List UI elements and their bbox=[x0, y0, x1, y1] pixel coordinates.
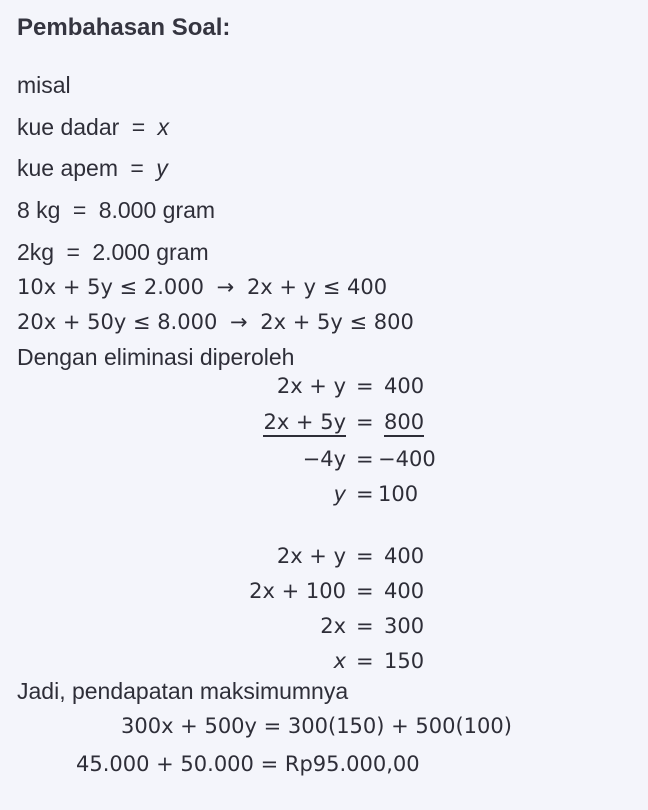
subst-line-1-lhs: 2x + y bbox=[276, 544, 346, 568]
conversion-right: 8.000 gram bbox=[98, 197, 216, 223]
inequality-lhs: 10x + 5y ≤ 2.000 bbox=[17, 275, 204, 299]
subst-line-3-rhs: 300 bbox=[384, 614, 425, 638]
conclusion-line-2: 45.000 + 50.000 = Rp95.000,00 bbox=[76, 752, 420, 776]
equals-sign: = bbox=[130, 155, 144, 181]
inequality-1 bbox=[17, 275, 387, 299]
subst-line-3-eq: = bbox=[356, 614, 374, 638]
elim-line-4-lhs: y bbox=[333, 482, 346, 506]
elim-line-2-eq: = bbox=[356, 410, 374, 434]
inequality-rhs: 2x + y ≤ 400 bbox=[246, 275, 388, 299]
subst-line-4-rhs: 150 bbox=[384, 649, 425, 673]
misal-label: misal bbox=[17, 72, 71, 98]
arrow-icon: → bbox=[230, 310, 248, 334]
conclusion-line-1: 300x + 500y = 300(150) + 500(100) bbox=[121, 714, 512, 738]
conclusion-intro: Jadi, pendapatan maksimumnya bbox=[17, 678, 349, 704]
elim-line-1-rhs: 400 bbox=[384, 374, 425, 398]
elim-line-3-rhs: −400 bbox=[378, 447, 436, 471]
elim-line-3-eq: = bbox=[356, 447, 374, 471]
inequality-rhs: 2x + 5y ≤ 800 bbox=[260, 310, 414, 334]
inequality-lhs: 20x + 50y ≤ 8.000 bbox=[17, 310, 218, 334]
subst-line-2-lhs: 2x + 100 bbox=[249, 579, 346, 603]
kue-apem-label: kue apem bbox=[17, 155, 119, 181]
equals-sign: = bbox=[131, 114, 146, 140]
equals-sign: = bbox=[72, 197, 87, 223]
page-title: Pembahasan Soal: bbox=[17, 14, 231, 41]
elim-line-2-rhs-text: 800 bbox=[384, 410, 424, 437]
elim-line-2-rhs bbox=[384, 410, 424, 434]
conversion-left: 2kg bbox=[17, 239, 55, 265]
elim-line-2-lhs bbox=[263, 410, 346, 434]
conversion-8kg bbox=[17, 197, 215, 224]
elimination-intro: Dengan eliminasi diperoleh bbox=[17, 344, 295, 370]
elim-line-2-lhs-text: 2x + 5y bbox=[263, 410, 346, 437]
kue-dadar-line bbox=[17, 114, 169, 141]
equals-sign: = bbox=[66, 239, 80, 265]
inequality-2 bbox=[17, 310, 414, 334]
elim-line-1-lhs: 2x + y bbox=[276, 374, 346, 398]
elim-line-4-eq: = bbox=[356, 482, 374, 506]
kue-apem-line bbox=[17, 155, 168, 182]
subst-line-2-rhs: 400 bbox=[384, 579, 425, 603]
subst-line-1-rhs: 400 bbox=[384, 544, 425, 568]
arrow-icon: → bbox=[216, 275, 235, 299]
subst-line-3-lhs: 2x bbox=[320, 614, 346, 638]
elim-line-3-lhs: −4y bbox=[302, 447, 346, 471]
subst-line-1-eq: = bbox=[356, 544, 374, 568]
variable-x: x bbox=[157, 114, 170, 140]
elim-line-1-eq: = bbox=[356, 374, 374, 398]
conversion-left: 8 kg bbox=[17, 197, 61, 223]
elim-line-4-rhs: 100 bbox=[378, 482, 419, 506]
kue-dadar-label: kue dadar bbox=[17, 114, 120, 140]
subst-line-4-lhs: x bbox=[333, 649, 346, 673]
variable-y: y bbox=[156, 155, 168, 181]
conversion-right: 2.000 gram bbox=[92, 239, 209, 265]
subst-line-2-eq: = bbox=[356, 579, 374, 603]
conversion-2kg bbox=[17, 239, 209, 266]
subst-line-4-eq: = bbox=[356, 649, 374, 673]
